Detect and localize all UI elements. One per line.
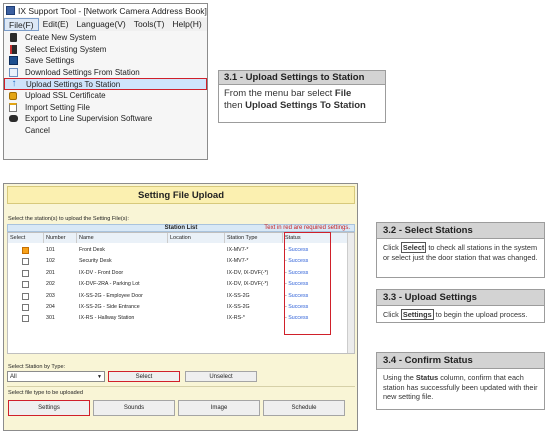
settings-upload-button[interactable]: Settings: [8, 400, 90, 416]
select-button[interactable]: Select: [108, 371, 180, 382]
callout-bold: Upload Settings To Station: [245, 99, 366, 111]
image-upload-button[interactable]: Image: [178, 400, 260, 416]
menu-item-label: Download Settings From Station: [25, 68, 140, 78]
instruction-label: Select the station(s) to upload the Setting File(s):: [8, 216, 129, 222]
cell-name: IX-SS-2G - Employee Door: [79, 292, 143, 299]
cell-location: [168, 302, 225, 313]
cell-type: IX-MV7-*: [227, 247, 249, 253]
callout-text: Using the: [383, 373, 416, 382]
cell-number: 301: [46, 315, 55, 322]
menu-tools[interactable]: Tools(T): [133, 19, 165, 29]
col-station-type[interactable]: Station Type: [225, 233, 283, 243]
menu-item-label: Select Existing System: [25, 44, 107, 54]
sounds-upload-button[interactable]: Sounds: [93, 400, 175, 416]
upload-window-title: Setting File Upload: [7, 186, 355, 204]
callout-body: [377, 369, 544, 406]
unselect-button[interactable]: Unselect: [185, 371, 257, 382]
callout-title: 3.3 - Upload Settings: [377, 290, 544, 306]
station-type-value: All: [10, 374, 17, 380]
cell-type: IX-RS-*: [227, 315, 245, 322]
export-icon: [8, 114, 18, 124]
col-location[interactable]: Location: [168, 233, 225, 243]
cell-name: IX-SS-2G - Side Entrance: [79, 304, 140, 310]
window-title-bar: [4, 4, 207, 17]
select-system-icon: [8, 44, 18, 54]
row-select-checkbox[interactable]: [22, 258, 29, 265]
app-icon: [6, 6, 15, 15]
cell-type: IX-MV7-*: [227, 258, 249, 265]
callout-body: [219, 85, 385, 114]
callout-bold: Status: [415, 373, 439, 382]
callout-boxed-term: Select: [402, 243, 425, 252]
callout-upload-settings: [376, 289, 545, 323]
select-by-type-label: Select Station by Type:: [8, 364, 66, 370]
upload-icon: ↑: [11, 78, 17, 90]
col-name[interactable]: Name: [77, 233, 168, 243]
cell-status: - Success: [285, 292, 309, 299]
required-note: Text in red are required settings.: [264, 225, 350, 231]
cell-status: - Success: [285, 258, 309, 265]
divider: [7, 386, 355, 387]
menu-item-label: Upload SSL Certificate: [25, 91, 106, 101]
cell-number: 101: [46, 247, 55, 253]
cell-number: 204: [46, 304, 55, 310]
station-list-header: [7, 224, 355, 232]
callout-upload-settings-to-station: [218, 70, 386, 123]
station-type-select[interactable]: [7, 371, 105, 382]
callout-bold: File: [334, 88, 352, 99]
cell-type: IX-DV, IX-DVF(-*): [227, 281, 269, 288]
callout-text: Click: [383, 243, 401, 252]
station-list-label: Station List: [164, 225, 198, 231]
cell-type: IX-SS-2G: [227, 304, 250, 310]
window-title: IX Support Tool - [Network Camera Address Book]: [18, 5, 207, 16]
menu-item-label: Create New System: [25, 33, 97, 43]
table-scrollbar[interactable]: [347, 233, 354, 353]
cell-name: Front Desk: [79, 247, 105, 253]
cell-type: IX-SS-2G: [227, 292, 250, 299]
cell-location: [168, 291, 225, 302]
setting-file-upload-window: [3, 183, 358, 431]
cell-status: - Success: [285, 247, 309, 253]
callout-boxed-term: Settings: [402, 310, 432, 319]
schedule-upload-button[interactable]: Schedule: [263, 400, 345, 416]
col-status[interactable]: Status: [283, 233, 348, 243]
cell-location: [168, 245, 225, 256]
callout-text: column, confirm that each station has successfully been updated with their new setting file.: [383, 373, 538, 401]
menu-bar: [4, 18, 207, 31]
cell-number: 102: [46, 258, 55, 265]
download-icon: [8, 68, 18, 78]
row-select-checkbox[interactable]: [22, 304, 29, 311]
cell-number: 202: [46, 281, 55, 288]
menu-item-cancel[interactable]: [4, 125, 207, 137]
menu-item-select-existing-system[interactable]: [4, 44, 207, 56]
callout-text: From the menu bar select: [224, 88, 335, 99]
save-icon: [8, 56, 18, 66]
lock-icon: [8, 91, 18, 101]
cell-location: [168, 313, 225, 324]
menu-item-export-line-supervision[interactable]: [4, 113, 207, 125]
callout-confirm-status: [376, 352, 545, 410]
callout-text: then: [224, 99, 246, 111]
cell-number: 203: [46, 292, 55, 299]
support-tool-window: [3, 3, 208, 160]
row-select-checkbox[interactable]: [22, 281, 29, 288]
menu-edit[interactable]: Edit(E): [42, 19, 69, 29]
book-icon: [8, 33, 18, 43]
menu-item-label: Save Settings: [25, 56, 75, 66]
row-select-checkbox[interactable]: [22, 315, 29, 322]
col-number[interactable]: Number: [44, 233, 77, 243]
callout-body: [377, 306, 544, 324]
callout-title: 3.2 - Select Stations: [377, 223, 544, 239]
callout-body: [377, 239, 544, 266]
cell-name: IX-DV - Front Door: [79, 269, 124, 276]
menu-item-upload-ssl[interactable]: [4, 90, 207, 102]
file-type-label: Select file type to be uploaded: [8, 390, 83, 396]
status-highlight: [284, 232, 331, 335]
menu-help[interactable]: Help(H): [172, 19, 202, 29]
callout-title: 3.1 - Upload Settings to Station: [219, 71, 385, 85]
menu-item-label: Cancel: [25, 126, 50, 136]
cell-status: - Success: [285, 269, 309, 276]
file-menu-dropdown: [4, 32, 207, 136]
menu-item-label: Export to Line Supervision Software: [25, 114, 153, 124]
cell-name: IX-DVF-2RA - Parking Lot: [79, 281, 140, 288]
menu-item-upload-settings[interactable]: [4, 78, 207, 90]
cell-status: - Success: [285, 315, 309, 322]
menu-language[interactable]: Language(V): [76, 19, 126, 29]
cell-location: [168, 279, 225, 290]
cell-type: IX-DV, IX-DVF(-*): [227, 269, 269, 276]
menu-item-create-new-system[interactable]: [4, 32, 207, 44]
col-select[interactable]: Select: [8, 233, 44, 243]
callout-text: Click: [383, 310, 401, 319]
callout-text: to begin the upload process.: [433, 310, 528, 319]
cell-status: - Success: [285, 281, 309, 288]
row-select-checkbox[interactable]: [22, 293, 29, 300]
callout-text: to check all stations in the system or select just the door station that was changed.: [383, 243, 538, 262]
menu-item-label: Import Setting File: [25, 102, 90, 112]
menu-item-download-settings[interactable]: [4, 67, 207, 79]
station-table: [7, 232, 355, 354]
menu-item-import-setting-file[interactable]: [4, 102, 207, 114]
cell-location: [168, 268, 225, 279]
menu-file[interactable]: File(F): [4, 18, 39, 31]
cell-name: Security Desk: [79, 258, 112, 265]
callout-title: 3.4 - Confirm Status: [377, 353, 544, 369]
callout-select-stations: [376, 222, 545, 278]
chevron-down-icon: ▼: [97, 374, 102, 380]
row-select-checkbox[interactable]: [22, 247, 29, 254]
menu-item-label: Upload Settings To Station: [26, 79, 121, 89]
cell-name: IX-RS - Hallway Station: [79, 315, 135, 322]
cell-status: - Success: [285, 304, 309, 310]
row-select-checkbox[interactable]: [22, 270, 29, 277]
cell-number: 201: [46, 269, 55, 276]
menu-item-save-settings[interactable]: [4, 55, 207, 67]
cell-location: [168, 256, 225, 267]
import-icon: [8, 102, 18, 112]
